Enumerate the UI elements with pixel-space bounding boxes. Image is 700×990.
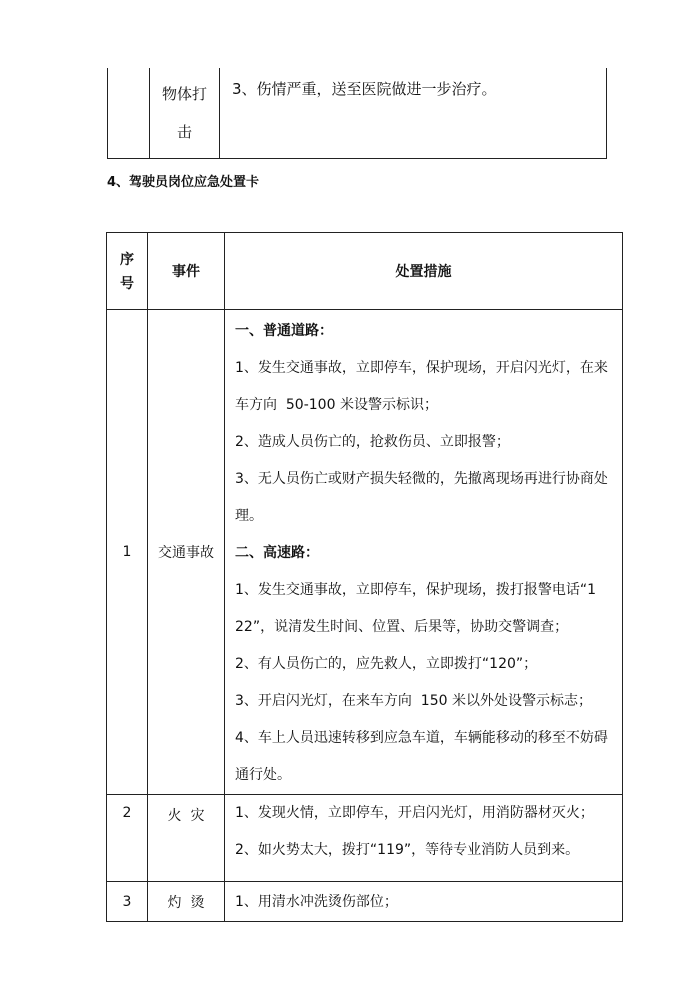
table-row [107,310,623,795]
row-event: 交通事故 [148,310,225,795]
row-event [148,882,225,922]
measure-line: 1、发生交通事故，立即停车，保护现场，开启闪光灯，在来 [235,360,608,376]
measure-line: 3、无人员伤亡或财产损失轻微的，先撤离现场再进行协商处 [235,471,608,487]
previous-table-fragment [107,68,607,159]
header-seq [107,233,148,310]
header-event: 事件 [148,233,225,310]
header-seq-line-2: 号 [120,276,134,292]
measure-line: 2、有人员伤亡的，应先救人，立即拨打“120”； [235,656,538,672]
measure-line: 2、造成人员伤亡的，抢救伤员、立即报警； [235,434,510,450]
measure-line: 4、车上人员迅速转移到应急车道，车辆能移动的移至不妨碍 [235,730,608,746]
row-event-text: 灼烫 [167,894,214,911]
measure-line: 二、高速路： [235,545,319,561]
table-row [107,882,623,922]
table-row [108,68,607,158]
measure-text: 3、伤情严重，送至医院做进一步治疗。 [232,80,497,98]
row-seq: 3 [107,882,148,922]
row-measures [225,795,623,882]
event-text-line-1: 物体打 [161,84,207,103]
row-event [148,795,225,882]
measure-line: 1、用清水冲洗烫伤部位； [235,893,398,910]
measure-line: 1、发现火情，立即停车，开启闪光灯，用消防器材灭火； [235,805,594,821]
header-measures: 处置措施 [225,233,623,310]
measure-line: 车方向 50-100 米设警示标识； [235,397,438,413]
table-row [107,795,623,882]
row-measures [225,882,623,922]
measure-line: 通行处。 [235,767,291,783]
measure-cell [220,68,607,158]
event-text-line-2: 击 [176,122,192,141]
row-event-text: 火灾 [167,808,214,824]
emergency-card-table [106,232,623,922]
header-row [107,233,623,310]
measure-line: 一、普通道路： [235,323,333,339]
measure-line: 1、发生交通事故，立即停车，保护现场，拨打报警电话“1 [235,582,597,598]
section-heading: 4、驾驶员岗位应急处置卡 [107,175,260,190]
row-seq: 2 [107,795,148,882]
measure-line: 22”，说清发生时间、位置、后果等，协助交警调查； [235,619,569,635]
seq-cell [108,68,150,158]
measure-line: 理。 [235,508,263,524]
row-seq: 1 [107,310,148,795]
measure-line: 2、如火势太大，拨打“119”，等待专业消防人员到来。 [235,842,580,858]
row-measures [225,310,623,795]
header-seq-line-1: 序 [120,252,134,268]
measure-line: 3、开启闪光灯，在来车方向 150 米以外处设警示标志； [235,693,592,709]
event-cell [150,68,220,158]
